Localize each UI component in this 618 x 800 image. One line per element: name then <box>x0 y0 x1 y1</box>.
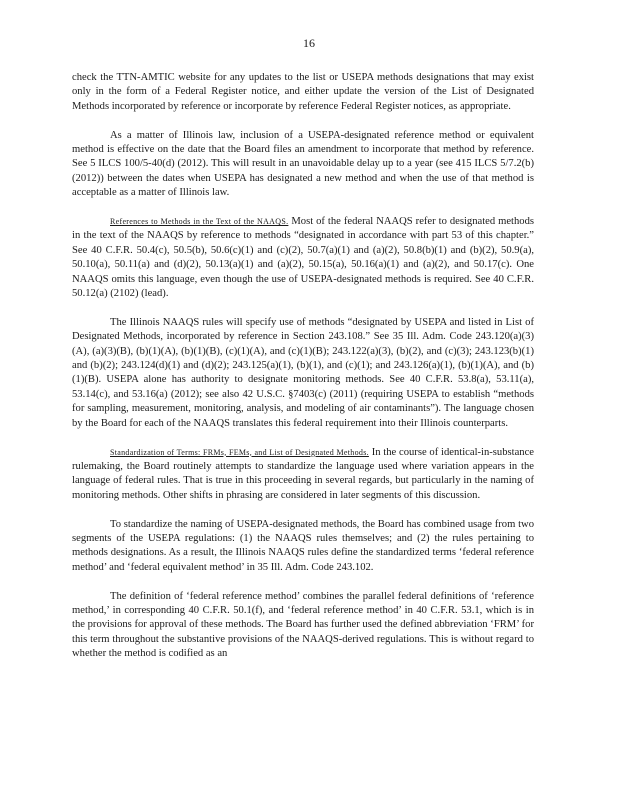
page-number: 16 <box>303 36 315 50</box>
paragraph-2: As a matter of Illinois law, inclusion of a USEPA-designated reference method or equivalent method is effective on the date that the Board files an amendment to incorporate that method by reference. See 5 ILCS 100/5-40(d) (2012). This will result in an unavoidable delay up to a year (see 415 ILCS 5/7.2(b) (2012)) between the dates when USEPA has designated a new method and when the use of that method is acceptable as a matter of Illinois law. <box>72 129 534 199</box>
section-heading-references: References to Methods in the Text of the NAAQS. <box>110 217 289 227</box>
section-heading-standardization: Standardization of Terms: FRMs, FEMs, and List of Designated Methods. <box>110 447 369 457</box>
paragraph-5-text: In the course of identical-in-substance rulemaking, the Board routinely attempts to standardize the language used where variation appears in the language of federal rules. That is true in this proceeding in several regards, but particularly in the naming of monitoring methods. Other shifts in phrasing are considered in later segments of this discussion. <box>72 446 534 501</box>
paragraph-3-text: Most of the federal NAAQS refer to designated methods in the text of the NAAQS by reference to methods “designated in accordance with part 53 of this chapter.” See 40 C.F.R. 50.4(c), 50.5(b), 50.6(c)(1) and (c)(2), 50.7(a)(1) and (a)(2), 50.8(b)(1) and (b)(2), 50.9(a), 50.10(a), 50.11(a) and (d)(2), 50.13(a)(1) and (a)(2), 50.15(a), 50.16(a)(1) and (a)(2), and 50.17(c). One NAAQS omits this language, even though the use of USEPA-designated methods is required. See 40 C.F.R. 50.12(a) (2102) (lead). <box>72 216 535 300</box>
paragraph-3 <box>72 215 534 301</box>
paragraph-1: check the TTN-AMTIC website for any updates to the list or USEPA methods designations that may exist only in the form of a Federal Register notice, and either update the version of the List of Designated Methods incorporated by reference or incorporate by reference Federal Register notices, as appropriate. <box>72 72 534 112</box>
paragraph-7: The definition of ‘federal reference method’ combines the parallel federal definitions of ‘reference method,’ in corresponding 40 C.F.R. 50.1(f), and ‘federal reference method’ in 40 C.F.R. 53.1, which is in the provisions for approval of these methods. The Board has further used the defined abbreviation ‘FRM’ for this term throughout the substantive provisions of the NAAQS-derived regulations. This is without regard to whether the method is codified as an <box>72 590 534 660</box>
paragraph-6: To standardize the naming of USEPA-designated methods, the Board has combined usage from two segments of the USEPA regulations: (1) the NAAQS rules themselves; and (2) the rules pertaining to methods designations. As a result, the Illinois NAAQS rules define the standardized terms ‘federal reference method’ and ‘federal equivalent method’ in 35 Ill. Adm. Code 243.102. <box>72 518 534 573</box>
document-body <box>72 71 534 676</box>
paragraph-4: The Illinois NAAQS rules will specify use of methods “designated by USEPA and listed in List of Designated Methods, incorporated by reference in Section 243.108.” See 35 Ill. Adm. Code 243.120(a)(3)(A), (a)(3)(B), (b)(1)(A), (b)(1)(B), (c)(1)(A), and (c)(1)(B); 243.122(a)(3), (b)(2), and (c)(3); 243.123(b)(1) and (b)(2); 243.124(d)(1) and (d)(2); 243.125(a)(1), (b)(1), and (c)(1); and 243.126(a)(1), (b)(1)(A), and (b)(1)(B). USEPA alone has authority to designate monitoring methods. See 40 C.F.R. 53.8(a), 53.11(a), 53.14(c), and 53.16(a) (2012); see also 42 U.S.C. §7403(c) (2011) (requiring USEPA to establish “methods for sampling, measurement, monitoring, analysis, and modeling of air contaminants”). The language chosen by the Board for each of the NAAQS translates this federal requirement into their Illinois counterparts. <box>72 316 534 429</box>
paragraph-5 <box>72 446 534 504</box>
